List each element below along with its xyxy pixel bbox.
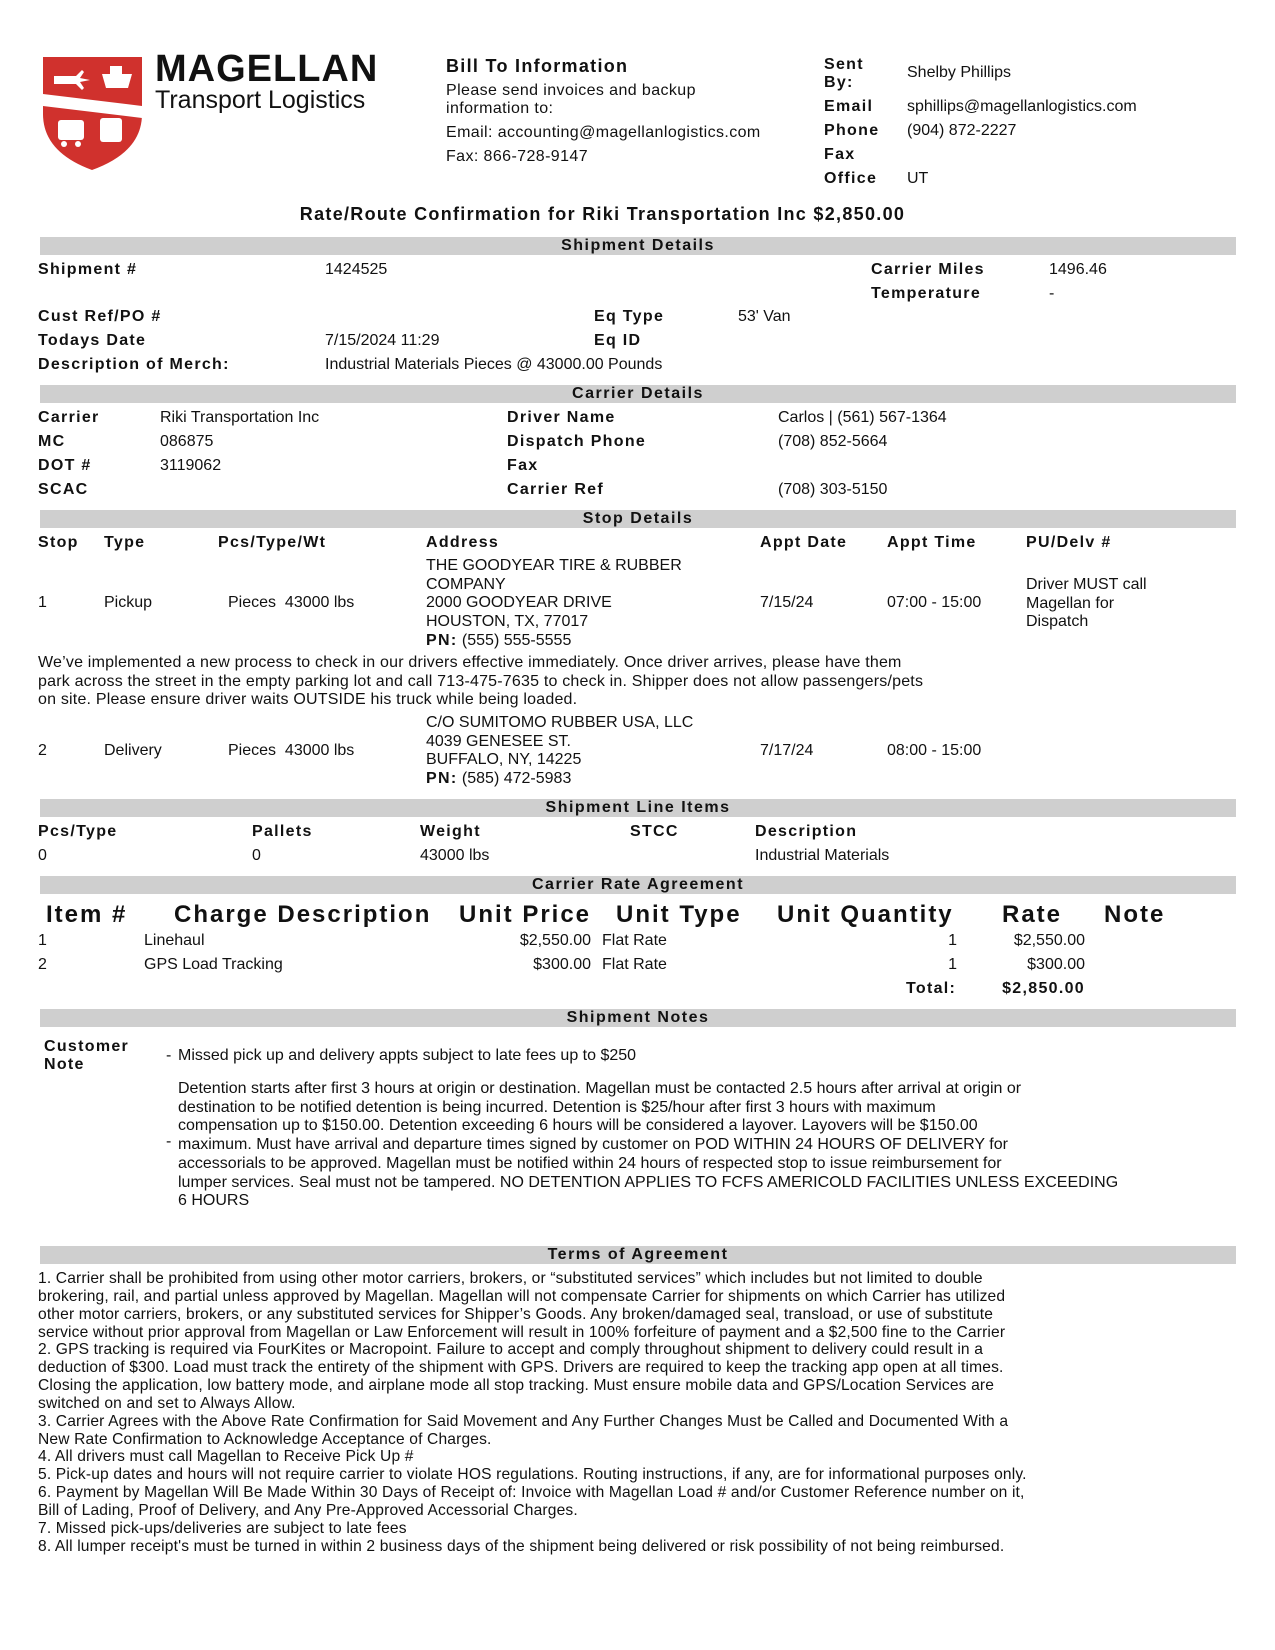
eq-id-label: Eq ID (594, 332, 642, 349)
dot-value: 3119062 (160, 457, 222, 474)
eq-type-value: 53' Van (738, 308, 791, 325)
rate-col-note: Note (1104, 901, 1166, 928)
email-label: Email (824, 98, 874, 115)
rate1-qty: 1 (948, 932, 957, 949)
rate1-rate: $2,550.00 (1013, 932, 1085, 949)
li-description: Industrial Materials (755, 847, 890, 864)
rate-col-unit-price: Unit Price (459, 901, 592, 928)
sent-by-label: Sent By: (824, 56, 864, 91)
shipment-number-value: 1424525 (325, 261, 388, 278)
rate2-item: 2 (38, 956, 47, 973)
shipment-details-header: Shipment Details (40, 237, 1236, 255)
office-label: Office (824, 170, 878, 187)
carrier-details-header: Carrier Details (40, 385, 1236, 403)
dot-label: DOT # (38, 457, 92, 474)
col-pcs: Pcs/Type/Wt (218, 534, 327, 551)
company-logo (40, 54, 145, 172)
note2-text: Detention starts after first 3 hours at origin or destination. Magellan must be contacted 2.5 hours after arrival at origin or destination to be notified detention is being incurred. Detention is $25/hour after first 3 hours with maximum compensation up to $150.00. Detention exceeding 6 hours will be considered a layover. Layovers will be $150.00 maximum. Must have arrival and departure times signed by customer on POD WITHIN 24 HOURS OF DELIVERY for accessorials to be approved. Magellan must be notified within 24 hours of respected stop to issue reimbursement for lumper services. Seal must not be tampered. NO DETENTION APPLIES TO FCFS AMERICOLD FACILITIES UNLESS EXCEEDING 6 HOURS (178, 1080, 1119, 1210)
carrier-value: Riki Transportation Inc (160, 409, 320, 426)
stop2-num: 2 (38, 742, 47, 759)
phone-value: (904) 872-2227 (907, 122, 1017, 139)
carrier-miles-value: 1496.46 (1049, 261, 1107, 278)
temperature-label: Temperature (871, 285, 982, 302)
col-type: Type (104, 534, 146, 551)
rate-col-rate: Rate (1002, 901, 1063, 928)
carrier-ref-label: Carrier Ref (507, 481, 605, 498)
rate2-type: Flat Rate (602, 956, 667, 973)
carrier-label: Carrier (38, 409, 100, 426)
col-appt-date: Appt Date (760, 534, 848, 551)
rate1-item: 1 (38, 932, 47, 949)
rate1-desc: Linehaul (144, 932, 205, 949)
bill-to-line1: Please send invoices and backup (446, 82, 696, 99)
li-col-description: Description (755, 823, 858, 840)
li-col-pallets: Pallets (252, 823, 313, 840)
rate2-desc: GPS Load Tracking (144, 956, 283, 973)
logo-tagline: Transport Logistics (155, 86, 366, 114)
rate1-price: $2,550.00 (519, 932, 591, 949)
li-pcs: 0 (38, 847, 47, 864)
fax-label: Fax (824, 146, 856, 163)
carrier-ref-value: (708) 303-5150 (778, 481, 888, 498)
stop1-date: 7/15/24 (760, 594, 814, 611)
stop2-pcs: Pieces 43000 lbs (228, 742, 355, 759)
note1-text: Missed pick up and delivery appts subject to late fees up to $250 (178, 1047, 637, 1064)
eq-type-label: Eq Type (594, 308, 665, 325)
note2-bullet: - (166, 1133, 172, 1150)
col-address: Address (426, 534, 500, 551)
stop2-type: Delivery (104, 742, 162, 759)
li-col-stcc: STCC (630, 823, 679, 840)
carrier-miles-label: Carrier Miles (871, 261, 985, 278)
stop2-address: C/O SUMITOMO RUBBER USA, LLC 4039 GENESEE ST. BUFFALO, NY, 14225 PN: (585) 472-5983 (426, 714, 694, 788)
rate2-qty: 1 (948, 956, 957, 973)
stop1-time: 07:00 - 15:00 (887, 594, 982, 611)
shipment-notes-header: Shipment Notes (40, 1009, 1236, 1027)
logo-name: MAGELLAN (155, 48, 379, 90)
stop1-type: Pickup (104, 594, 153, 611)
todays-date-value: 7/15/2024 11:29 (325, 332, 440, 349)
page-title: Rate/Route Confirmation for Riki Transportation Inc $2,850.00 (299, 204, 906, 224)
driver-name-value: Carlos | (561) 567-1364 (778, 409, 947, 426)
scac-label: SCAC (38, 481, 89, 498)
rate-col-unit-type: Unit Type (616, 901, 742, 928)
mc-label: MC (38, 433, 66, 450)
stop1-pcs: Pieces 43000 lbs (228, 594, 355, 611)
col-pu-delv: PU/Delv # (1026, 534, 1112, 551)
dispatch-phone-value: (708) 852-5664 (778, 433, 888, 450)
cust-ref-label: Cust Ref/PO # (38, 308, 162, 325)
shield-logo-icon (40, 54, 145, 172)
stop-details-header: Stop Details (40, 510, 1236, 528)
rate-col-unit-qty: Unit Quantity (777, 901, 954, 928)
stop1-instructions: We’ve implemented a new process to check in our drivers effective immediately. Once driver arrives, please have them park across the street in the empty parking lot and call 713-475-7635 to check in. Shipper does not allow passengers/pets on site. Please ensure driver waits OUTSIDE his truck while being loaded. (38, 654, 924, 709)
rate-col-charge: Charge Description (174, 901, 432, 928)
rate-col-item: Item # (46, 901, 128, 928)
stop1-num: 1 (38, 594, 47, 611)
stop2-date: 7/17/24 (760, 742, 814, 759)
bill-to-line2: information to: (446, 100, 554, 117)
total-label: Total: (906, 980, 957, 997)
merch-value: Industrial Materials Pieces @ 43000.00 Pounds (325, 356, 663, 373)
phone-label: Phone (824, 122, 880, 139)
terms-header: Terms of Agreement (40, 1246, 1236, 1264)
li-pallets: 0 (252, 847, 261, 864)
carrier-fax-label: Fax (507, 457, 539, 474)
sent-by-value: Shelby Phillips (907, 64, 1012, 81)
stop1-address: THE GOODYEAR TIRE & RUBBER COMPANY 2000 GOODYEAR DRIVE HOUSTON, TX, 77017 PN: (555) 555-5555 (426, 557, 682, 649)
terms-text: 1. Carrier shall be prohibited from using other motor carriers, brokers, or “substituted services” which includes but not limited to double brokering, rail, and partial unless approved by Magellan. Magellan will not compensate Carrier for shipments on which Carrier has utilized other motor carriers, brokers, or any substituted services for Shipper’s Goods. Any broken/damaged seal, transload, or use of substitute service without prior approval from Magellan or Law Enforcement will result in 100% forfeiture of payment and a $2,500 fine to the Carrier 2. GPS tracking is required via FourKites or Macropoint. Failure to accept and comply throughout shipment to delivery could result in a deduction of $300. Load must track the entirety of the shipment with GPS. Drivers are required to keep the tracking app open at all times. Closing the application, low battery mode, and airplane mode all stop tracking. Must ensure mobile data and GPS/Location Services are switched on and set to Always Allow. 3. Carrier Agrees with the Above Rate Confirmation for Said Movement and Any Further Changes Must be Called and Documented With a New Rate Confirmation to Acknowledge Acceptance of Charges. 4. All drivers must call Magellan to Receive Pick Up # 5. Pick-up dates and hours will not require carrier to violate HOS regulations. Routing instructions, if any, are for informational purposes only. 6. Payment by Magellan Will Be Made Within 30 Days of Receipt of: Invoice with Magellan Load # and/or Customer Reference number on it, Bill of Lading, Proof of Delivery, and Any Pre-Approved Accessorial Charges. 7. Missed pick-ups/deliveries are subject to late fees 8. All lumper receipt's must be turned in within 2 business days of the shipment being delivered or risk possibility of not being reimbursed. (38, 1270, 1027, 1555)
line-items-header: Shipment Line Items (40, 799, 1236, 817)
total-value: $2,850.00 (1002, 980, 1085, 997)
note1-bullet: - (166, 1047, 172, 1064)
rate2-rate: $300.00 (1027, 956, 1085, 973)
stop1-pu-delv: Driver MUST call Magellan for Dispatch (1026, 576, 1147, 631)
bill-to-email[interactable]: Email: accounting@magellanlogistics.com (446, 124, 761, 141)
col-stop: Stop (38, 534, 79, 551)
li-col-weight: Weight (420, 823, 481, 840)
rate1-type: Flat Rate (602, 932, 667, 949)
bill-to-fax: Fax: 866-728-9147 (446, 148, 589, 165)
li-weight: 43000 lbs (420, 847, 490, 864)
shipment-number-label: Shipment # (38, 261, 138, 278)
customer-note-label: Customer Note (44, 1038, 130, 1073)
temperature-value: - (1049, 285, 1055, 302)
rate-agreement-header: Carrier Rate Agreement (40, 876, 1236, 894)
rate2-price: $300.00 (533, 956, 591, 973)
stop2-time: 08:00 - 15:00 (887, 742, 982, 759)
merch-label: Description of Merch: (38, 356, 230, 373)
li-col-pcs: Pcs/Type (38, 823, 118, 840)
todays-date-label: Todays Date (38, 332, 147, 349)
bill-to-title: Bill To Information (446, 56, 629, 76)
mc-value: 086875 (160, 433, 214, 450)
col-appt-time: Appt Time (887, 534, 977, 551)
dispatch-phone-label: Dispatch Phone (507, 433, 647, 450)
office-value: UT (907, 170, 929, 187)
email-value[interactable]: sphillips@magellanlogistics.com (907, 98, 1137, 115)
driver-name-label: Driver Name (507, 409, 616, 426)
